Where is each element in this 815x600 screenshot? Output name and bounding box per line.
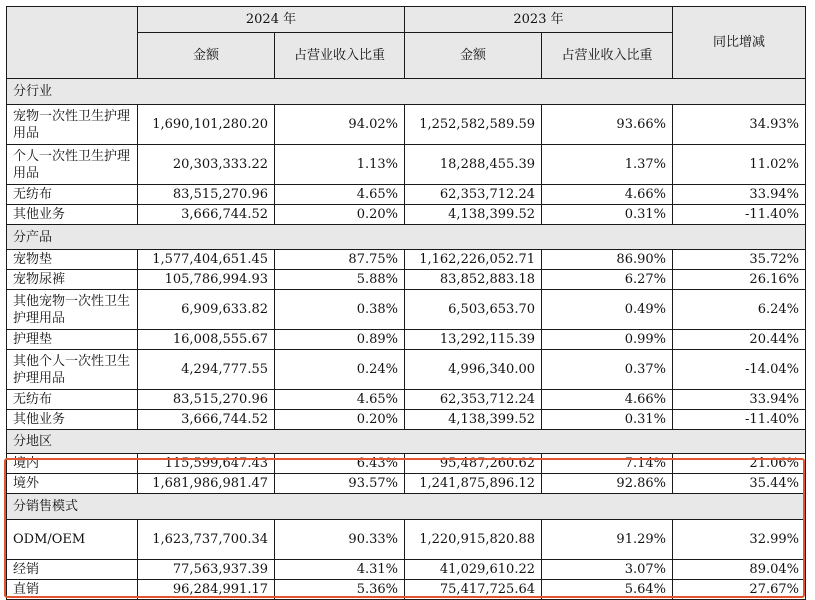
ratio-2024: 0.38% xyxy=(275,290,405,330)
table-row xyxy=(7,454,806,474)
table-row xyxy=(7,145,806,185)
ratio-2023: 0.49% xyxy=(542,290,673,330)
ratio-2023: 93.66% xyxy=(542,105,673,145)
ratio-2023: 91.29% xyxy=(542,520,673,560)
section-header: 分销售模式 xyxy=(7,494,806,520)
table-row xyxy=(7,185,806,205)
yoy-change: 32.99% xyxy=(673,520,806,560)
row-label: 宠物一次性卫生护理用品 xyxy=(7,105,138,145)
table-row xyxy=(7,290,806,330)
row-label: 其他业务 xyxy=(7,205,138,225)
table-row xyxy=(7,350,806,390)
row-label: 直销 xyxy=(7,580,138,600)
amount-2024: 105,786,994.93 xyxy=(138,270,275,290)
amount-2023: 4,138,399.52 xyxy=(405,205,542,225)
yoy-change: 21.06% xyxy=(673,454,806,474)
yoy-change: 26.16% xyxy=(673,270,806,290)
row-label: 其他业务 xyxy=(7,410,138,430)
amount-2024: 1,623,737,700.34 xyxy=(138,520,275,560)
amount-2024: 6,909,633.82 xyxy=(138,290,275,330)
ratio-2023: 92.86% xyxy=(542,474,673,494)
row-label: 无纺布 xyxy=(7,390,138,410)
header-yoy: 同比增减 xyxy=(673,7,806,79)
ratio-2024: 0.24% xyxy=(275,350,405,390)
section-header: 分产品 xyxy=(7,225,806,250)
amount-2024: 96,284,991.17 xyxy=(138,580,275,600)
table-body xyxy=(7,79,806,600)
amount-2024: 83,515,270.96 xyxy=(138,390,275,410)
amount-2023: 95,487,260.62 xyxy=(405,454,542,474)
ratio-2024: 0.89% xyxy=(275,330,405,350)
yoy-change: 35.72% xyxy=(673,250,806,270)
ratio-2023: 4.66% xyxy=(542,185,673,205)
ratio-2024: 6.43% xyxy=(275,454,405,474)
amount-2023: 62,353,712.24 xyxy=(405,185,542,205)
header-ratio-2023: 占营业收入比重 xyxy=(542,33,673,79)
table-row xyxy=(7,410,806,430)
ratio-2024: 4.65% xyxy=(275,390,405,410)
ratio-2023: 5.64% xyxy=(542,580,673,600)
table-row xyxy=(7,390,806,410)
ratio-2024: 94.02% xyxy=(275,105,405,145)
ratio-2024: 5.88% xyxy=(275,270,405,290)
yoy-change: 89.04% xyxy=(673,560,806,580)
ratio-2023: 0.31% xyxy=(542,205,673,225)
ratio-2023: 0.99% xyxy=(542,330,673,350)
ratio-2024: 90.33% xyxy=(275,520,405,560)
yoy-change: 6.24% xyxy=(673,290,806,330)
section-header: 分行业 xyxy=(7,79,806,105)
ratio-2024: 87.75% xyxy=(275,250,405,270)
table-row xyxy=(7,474,806,494)
amount-2024: 1,577,404,651.45 xyxy=(138,250,275,270)
header-amount-2023: 金额 xyxy=(405,33,542,79)
amount-2024: 4,294,777.55 xyxy=(138,350,275,390)
ratio-2023: 3.07% xyxy=(542,560,673,580)
row-label: 宠物垫 xyxy=(7,250,138,270)
table-row xyxy=(7,105,806,145)
yoy-change: 20.44% xyxy=(673,330,806,350)
amount-2023: 1,162,226,052.71 xyxy=(405,250,542,270)
amount-2023: 41,029,610.22 xyxy=(405,560,542,580)
yoy-change: 34.93% xyxy=(673,105,806,145)
table-row xyxy=(7,330,806,350)
table-row xyxy=(7,560,806,580)
amount-2023: 1,220,915,820.88 xyxy=(405,520,542,560)
row-label: 护理垫 xyxy=(7,330,138,350)
header-corner xyxy=(7,7,138,79)
amount-2023: 4,138,399.52 xyxy=(405,410,542,430)
header-year-2023: 2023 年 xyxy=(405,7,673,33)
row-label: 境外 xyxy=(7,474,138,494)
yoy-change: 35.44% xyxy=(673,474,806,494)
amount-2024: 115,599,647.43 xyxy=(138,454,275,474)
amount-2024: 3,666,744.52 xyxy=(138,205,275,225)
row-label: 其他宠物一次性卫生护理用品 xyxy=(7,290,138,330)
ratio-2023: 4.66% xyxy=(542,390,673,410)
row-label: 宠物尿裤 xyxy=(7,270,138,290)
row-label: 境内 xyxy=(7,454,138,474)
section-header: 分地区 xyxy=(7,430,806,454)
yoy-change: -11.40% xyxy=(673,410,806,430)
row-label: 无纺布 xyxy=(7,185,138,205)
amount-2024: 77,563,937.39 xyxy=(138,560,275,580)
table-row xyxy=(7,580,806,600)
ratio-2024: 0.20% xyxy=(275,410,405,430)
amount-2024: 20,303,333.22 xyxy=(138,145,275,185)
ratio-2023: 1.37% xyxy=(542,145,673,185)
row-label: ODM/OEM xyxy=(7,520,138,560)
ratio-2024: 0.20% xyxy=(275,205,405,225)
ratio-2024: 1.13% xyxy=(275,145,405,185)
amount-2023: 6,503,653.70 xyxy=(405,290,542,330)
ratio-2024: 4.31% xyxy=(275,560,405,580)
yoy-change: 27.67% xyxy=(673,580,806,600)
row-label: 经销 xyxy=(7,560,138,580)
amount-2024: 1,690,101,280.20 xyxy=(138,105,275,145)
amount-2023: 1,252,582,589.59 xyxy=(405,105,542,145)
row-label: 其他个人一次性卫生护理用品 xyxy=(7,350,138,390)
ratio-2024: 93.57% xyxy=(275,474,405,494)
ratio-2024: 4.65% xyxy=(275,185,405,205)
revenue-breakdown-table xyxy=(6,6,806,600)
yoy-change: -11.40% xyxy=(673,205,806,225)
row-label: 个人一次性卫生护理用品 xyxy=(7,145,138,185)
yoy-change: 33.94% xyxy=(673,390,806,410)
table-row xyxy=(7,520,806,560)
amount-2024: 16,008,555.67 xyxy=(138,330,275,350)
ratio-2023: 7.14% xyxy=(542,454,673,474)
ratio-2023: 0.37% xyxy=(542,350,673,390)
ratio-2023: 86.90% xyxy=(542,250,673,270)
table-row xyxy=(7,250,806,270)
amount-2023: 18,288,455.39 xyxy=(405,145,542,185)
amount-2023: 62,353,712.24 xyxy=(405,390,542,410)
ratio-2023: 0.31% xyxy=(542,410,673,430)
amount-2024: 1,681,986,981.47 xyxy=(138,474,275,494)
table-row xyxy=(7,205,806,225)
amount-2023: 4,996,340.00 xyxy=(405,350,542,390)
header-year-2024: 2024 年 xyxy=(138,7,405,33)
header-ratio-2024: 占营业收入比重 xyxy=(275,33,405,79)
amount-2024: 3,666,744.52 xyxy=(138,410,275,430)
amount-2024: 83,515,270.96 xyxy=(138,185,275,205)
table-row xyxy=(7,270,806,290)
yoy-change: -14.04% xyxy=(673,350,806,390)
amount-2023: 13,292,115.39 xyxy=(405,330,542,350)
amount-2023: 1,241,875,896.12 xyxy=(405,474,542,494)
ratio-2024: 5.36% xyxy=(275,580,405,600)
amount-2023: 75,417,725.64 xyxy=(405,580,542,600)
yoy-change: 11.02% xyxy=(673,145,806,185)
yoy-change: 33.94% xyxy=(673,185,806,205)
ratio-2023: 6.27% xyxy=(542,270,673,290)
header-amount-2024: 金额 xyxy=(138,33,275,79)
amount-2023: 83,852,883.18 xyxy=(405,270,542,290)
